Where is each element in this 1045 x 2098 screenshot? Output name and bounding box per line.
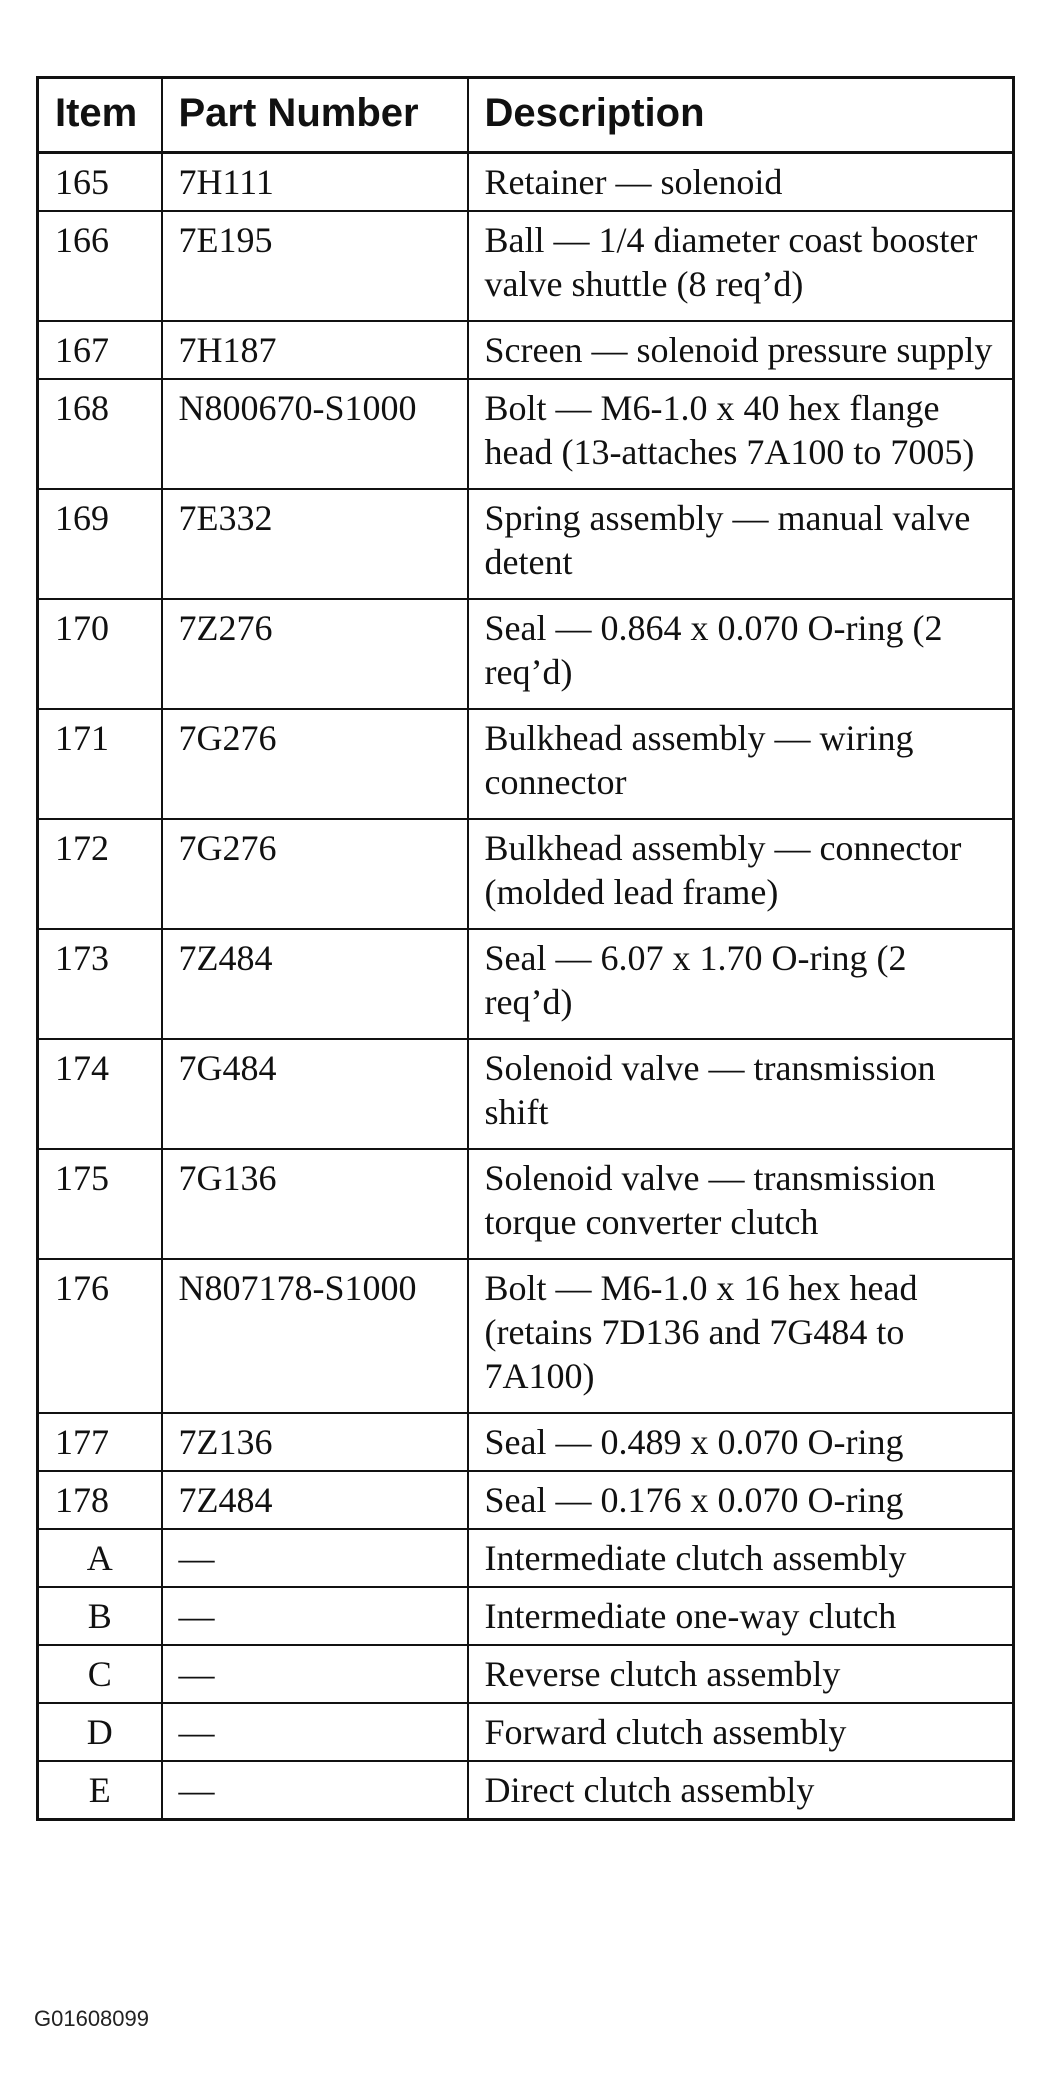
table-row — [38, 599, 1014, 709]
table-row — [38, 1645, 1014, 1703]
parts-table — [36, 76, 1015, 1821]
cell-part-number: 7Z484 — [162, 1471, 468, 1529]
table-row — [38, 1039, 1014, 1149]
table-row — [38, 1413, 1014, 1471]
table-row — [38, 1529, 1014, 1587]
cell-description: Intermediate one-way clutch — [468, 1587, 1014, 1645]
cell-item: 177 — [38, 1413, 162, 1471]
cell-description: Bulkhead assembly — connector (molded lead frame) — [468, 819, 1014, 929]
table-row — [38, 1761, 1014, 1820]
table-row — [38, 929, 1014, 1039]
cell-item: A — [38, 1529, 162, 1587]
cell-item: 169 — [38, 489, 162, 599]
cell-part-number: 7E195 — [162, 211, 468, 321]
cell-item: 166 — [38, 211, 162, 321]
table-row — [38, 211, 1014, 321]
cell-description: Seal — 0.864 x 0.070 O-ring (2 req’d) — [468, 599, 1014, 709]
cell-description: Seal — 6.07 x 1.70 O-ring (2 req’d) — [468, 929, 1014, 1039]
cell-part-number: 7Z136 — [162, 1413, 468, 1471]
table-row — [38, 1587, 1014, 1645]
cell-item: 174 — [38, 1039, 162, 1149]
cell-description: Ball — 1/4 diameter coast booster valve shuttle (8 req’d) — [468, 211, 1014, 321]
table-row — [38, 819, 1014, 929]
table-row — [38, 709, 1014, 819]
cell-part-number: N807178-S1000 — [162, 1259, 468, 1413]
cell-item: C — [38, 1645, 162, 1703]
cell-item: 168 — [38, 379, 162, 489]
cell-item: D — [38, 1703, 162, 1761]
header-item: Item — [38, 78, 162, 153]
cell-item: 176 — [38, 1259, 162, 1413]
table-row — [38, 1471, 1014, 1529]
table-row — [38, 321, 1014, 379]
cell-description: Solenoid valve — transmission torque converter clutch — [468, 1149, 1014, 1259]
cell-part-number: — — [162, 1529, 468, 1587]
table-row — [38, 153, 1014, 212]
table-row — [38, 489, 1014, 599]
table-row — [38, 379, 1014, 489]
cell-item: B — [38, 1587, 162, 1645]
cell-description: Direct clutch assembly — [468, 1761, 1014, 1820]
cell-part-number: — — [162, 1587, 468, 1645]
cell-description: Forward clutch assembly — [468, 1703, 1014, 1761]
cell-part-number: 7Z484 — [162, 929, 468, 1039]
table-row — [38, 1259, 1014, 1413]
header-part-number: Part Number — [162, 78, 468, 153]
cell-description: Screen — solenoid pressure supply — [468, 321, 1014, 379]
cell-description: Bolt — M6-1.0 x 40 hex flange head (13-attaches 7A100 to 7005) — [468, 379, 1014, 489]
cell-description: Intermediate clutch assembly — [468, 1529, 1014, 1587]
cell-description: Retainer — solenoid — [468, 153, 1014, 212]
cell-part-number: 7H187 — [162, 321, 468, 379]
cell-item: 172 — [38, 819, 162, 929]
cell-item: 173 — [38, 929, 162, 1039]
cell-item: 167 — [38, 321, 162, 379]
cell-part-number: — — [162, 1761, 468, 1820]
cell-description: Solenoid valve — transmission shift — [468, 1039, 1014, 1149]
cell-item: E — [38, 1761, 162, 1820]
cell-description: Bulkhead assembly — wiring connector — [468, 709, 1014, 819]
cell-description: Spring assembly — manual valve detent — [468, 489, 1014, 599]
cell-part-number: N800670-S1000 — [162, 379, 468, 489]
header-description: Description — [468, 78, 1014, 153]
cell-description: Seal — 0.176 x 0.070 O-ring — [468, 1471, 1014, 1529]
table-header-row — [38, 78, 1014, 153]
cell-item: 165 — [38, 153, 162, 212]
cell-part-number: 7G136 — [162, 1149, 468, 1259]
table-row — [38, 1703, 1014, 1761]
cell-item: 178 — [38, 1471, 162, 1529]
cell-part-number: 7E332 — [162, 489, 468, 599]
cell-part-number: 7Z276 — [162, 599, 468, 709]
cell-description: Bolt — M6-1.0 x 16 hex head (retains 7D136 and 7G484 to 7A100) — [468, 1259, 1014, 1413]
table-body — [38, 153, 1014, 1820]
cell-part-number: 7G276 — [162, 709, 468, 819]
table-row — [38, 1149, 1014, 1259]
cell-item: 175 — [38, 1149, 162, 1259]
cell-item: 170 — [38, 599, 162, 709]
cell-item: 171 — [38, 709, 162, 819]
cell-part-number: 7H111 — [162, 153, 468, 212]
cell-part-number: 7G484 — [162, 1039, 468, 1149]
cell-part-number: — — [162, 1645, 468, 1703]
cell-description: Seal — 0.489 x 0.070 O-ring — [468, 1413, 1014, 1471]
cell-part-number: 7G276 — [162, 819, 468, 929]
figure-code: G01608099 — [34, 2006, 149, 2031]
cell-description: Reverse clutch assembly — [468, 1645, 1014, 1703]
cell-part-number: — — [162, 1703, 468, 1761]
